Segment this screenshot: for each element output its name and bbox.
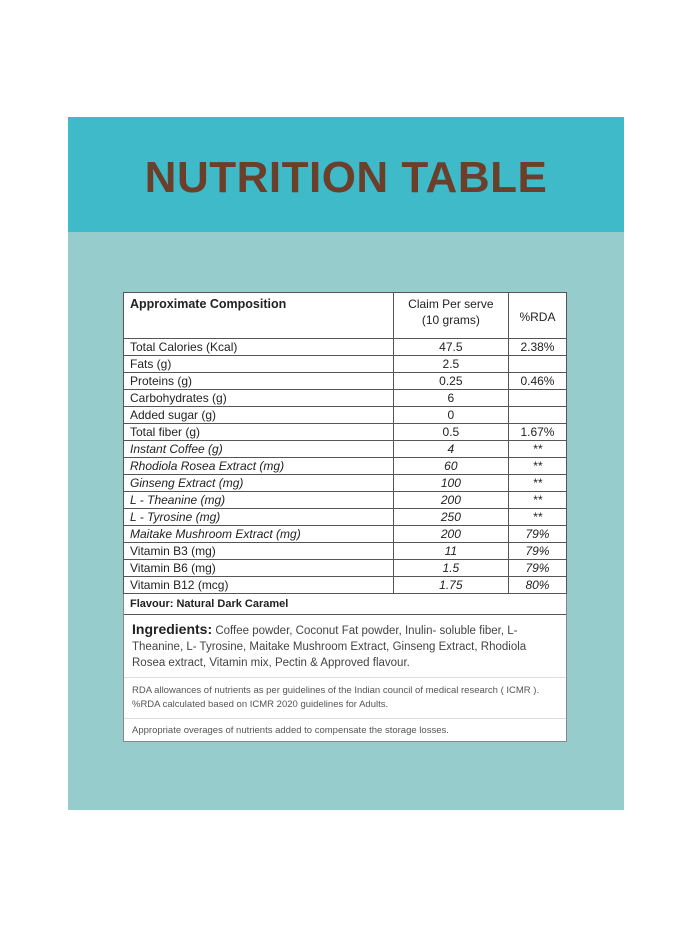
rda-value: ** bbox=[508, 509, 566, 526]
claim-value: 0 bbox=[393, 407, 508, 424]
column-header-claim-line1: Claim Per serve bbox=[408, 297, 494, 311]
table-row bbox=[124, 492, 567, 509]
nutrient-name: L - Theanine (mg) bbox=[124, 492, 394, 509]
rda-value: 79% bbox=[508, 543, 566, 560]
nutrient-name: Vitamin B12 (mcg) bbox=[124, 577, 394, 594]
table-row bbox=[124, 543, 567, 560]
claim-value: 4 bbox=[393, 441, 508, 458]
nutrition-panel bbox=[68, 117, 624, 810]
table-row bbox=[124, 509, 567, 526]
rda-value bbox=[508, 390, 566, 407]
nutrient-name: Maitake Mushroom Extract (mg) bbox=[124, 526, 394, 543]
claim-value: 2.5 bbox=[393, 356, 508, 373]
claim-value: 0.25 bbox=[393, 373, 508, 390]
rda-value: 2.38% bbox=[508, 339, 566, 356]
claim-value: 47.5 bbox=[393, 339, 508, 356]
rda-value: 79% bbox=[508, 526, 566, 543]
nutrient-name: Proteins (g) bbox=[124, 373, 394, 390]
nutrient-name: Vitamin B3 (mg) bbox=[124, 543, 394, 560]
rda-note: RDA allowances of nutrients as per guidelines of the Indian council of medical research ( ICMR ). %RDA calculated based on ICMR 2020 guidelines for Adults. bbox=[124, 678, 566, 719]
rda-value: 79% bbox=[508, 560, 566, 577]
rda-value: 0.46% bbox=[508, 373, 566, 390]
claim-value: 11 bbox=[393, 543, 508, 560]
claim-value: 1.5 bbox=[393, 560, 508, 577]
nutrient-name: Instant Coffee (g) bbox=[124, 441, 394, 458]
rda-value: 1.67% bbox=[508, 424, 566, 441]
table-row bbox=[124, 356, 567, 373]
nutrient-name: Total Calories (Kcal) bbox=[124, 339, 394, 356]
table-row bbox=[124, 407, 567, 424]
table-row bbox=[124, 390, 567, 407]
table-row bbox=[124, 339, 567, 356]
table-row bbox=[124, 560, 567, 577]
rda-value: ** bbox=[508, 492, 566, 509]
table-row bbox=[124, 475, 567, 492]
ingredients-label: Ingredients: bbox=[132, 621, 213, 637]
page-title: NUTRITION TABLE bbox=[144, 152, 548, 202]
rda-value bbox=[508, 407, 566, 424]
overages-note: Appropriate overages of nutrients added to compensate the storage losses. bbox=[132, 725, 449, 736]
claim-value: 250 bbox=[393, 509, 508, 526]
claim-value: 200 bbox=[393, 492, 508, 509]
nutrient-name: Added sugar (g) bbox=[124, 407, 394, 424]
claim-value: 0.5 bbox=[393, 424, 508, 441]
claim-value: 60 bbox=[393, 458, 508, 475]
header-banner bbox=[68, 117, 624, 232]
table-row bbox=[124, 577, 567, 594]
claim-value: 1.75 bbox=[393, 577, 508, 594]
rda-value: 80% bbox=[508, 577, 566, 594]
nutrient-name: L - Tyrosine (mg) bbox=[124, 509, 394, 526]
rda-value bbox=[508, 356, 566, 373]
table-row bbox=[124, 424, 567, 441]
nutrient-name: Total fiber (g) bbox=[124, 424, 394, 441]
ingredients-block bbox=[124, 615, 566, 678]
column-header-claim-line2: (10 grams) bbox=[421, 313, 480, 327]
nutrient-name: Rhodiola Rosea Extract (mg) bbox=[124, 458, 394, 475]
rda-value: ** bbox=[508, 441, 566, 458]
rda-value: ** bbox=[508, 458, 566, 475]
table-row bbox=[124, 373, 567, 390]
flavour-line: Flavour: Natural Dark Caramel bbox=[124, 594, 566, 615]
nutrient-name: Ginseng Extract (mg) bbox=[124, 475, 394, 492]
column-header-composition: Approximate Composition bbox=[130, 297, 287, 311]
nutrient-name: Fats (g) bbox=[124, 356, 394, 373]
table-row bbox=[124, 458, 567, 475]
nutrient-name: Vitamin B6 (mg) bbox=[124, 560, 394, 577]
claim-value: 200 bbox=[393, 526, 508, 543]
claim-value: 6 bbox=[393, 390, 508, 407]
column-header-rda: %RDA bbox=[508, 293, 566, 339]
nutrient-name: Carbohydrates (g) bbox=[124, 390, 394, 407]
table-row bbox=[124, 441, 567, 458]
ingredients-text: Coffee powder, Coconut Fat powder, Inulin- soluble fiber, L- Theanine, L- Tyrosine, Maitake Mushroom Extract, Ginseng Extract, Rhodiola Rosea extract, Vitamin mix, Pectin & Approved flavour. bbox=[132, 625, 527, 669]
rda-value: ** bbox=[508, 475, 566, 492]
nutrition-card bbox=[123, 292, 567, 742]
nutrition-table bbox=[123, 292, 567, 594]
table-header-row bbox=[124, 293, 567, 339]
table-row bbox=[124, 526, 567, 543]
claim-value: 100 bbox=[393, 475, 508, 492]
